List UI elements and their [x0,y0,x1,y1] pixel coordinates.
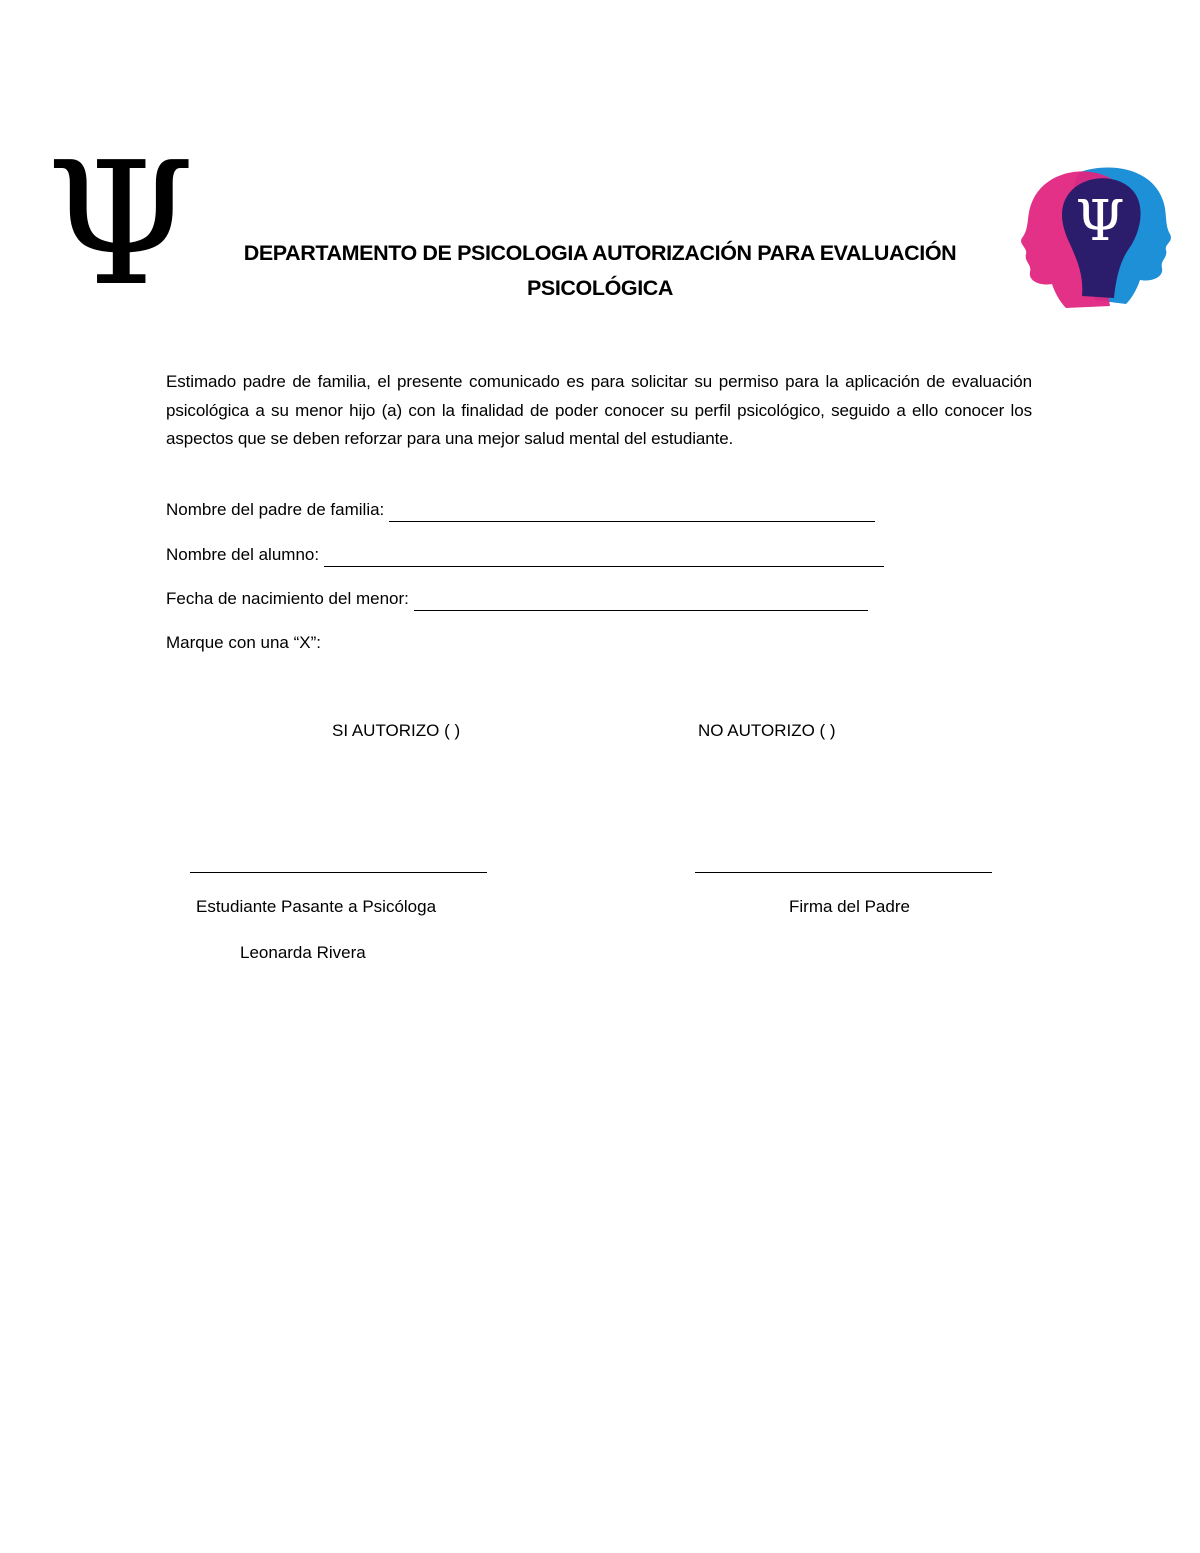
student-name-label: Nombre del alumno: [166,545,320,564]
student-name-line[interactable] [324,548,884,567]
mark-instruction [166,631,321,655]
birth-date-label: Fecha de nacimiento del menor: [166,589,409,608]
title-line-2: PSICOLÓGICA [526,276,674,300]
mark-instruction-text: Marque con una “X”: [166,633,321,652]
parent-signature-label: Firma del Padre [789,897,910,916]
birth-date-line[interactable] [414,592,868,611]
student-name-field[interactable] [166,543,884,567]
parent-name-label: Nombre del padre de familia: [166,500,385,519]
psi-symbol-logo: Ψ [46,126,196,324]
document-title [190,236,1010,306]
not-authorize-option[interactable]: NO AUTORIZO ( ) [698,721,836,740]
student-signature-line[interactable] [190,872,487,873]
student-name-signature: Leonarda Rivera [240,943,366,962]
title-line-1: DEPARTAMENTO DE PSICOLOGIA AUTORIZACIÓN PARA EVALUACIÓN [243,241,957,265]
birth-date-field[interactable] [166,587,868,611]
student-role-label: Estudiante Pasante a Psicóloga [196,897,437,916]
parent-signature-line[interactable] [695,872,992,873]
authorize-option[interactable]: SI AUTORIZO ( ) [332,721,461,740]
parent-name-line[interactable] [389,503,875,522]
psychology-heads-logo [1010,150,1180,320]
parent-name-field[interactable] [166,498,875,522]
intro-paragraph: Estimado padre de familia, el presente comunicado es para solicitar su permiso para la aplicación de evaluación psicológica a su menor hijo (a) con la finalidad de poder conocer su perfil psicológico, seguido a ello conocer los aspectos que se deben reforzar para una mejor salud mental del estudiante. [166,372,1032,448]
logo-psi-symbol: Ψ [1075,189,1125,254]
